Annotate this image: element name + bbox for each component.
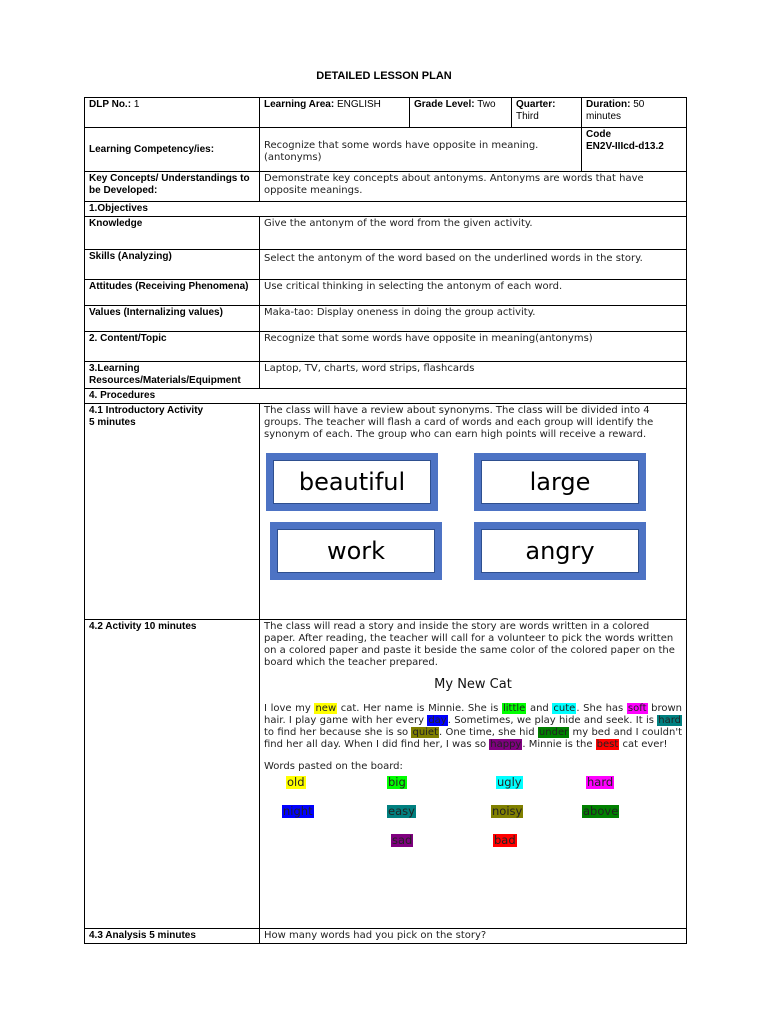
objectives-heading: 1.Objectives bbox=[85, 202, 687, 217]
skills-label: Skills (Analyzing) bbox=[85, 250, 260, 280]
content-label: 2. Content/Topic bbox=[85, 332, 260, 362]
learning-area-label: Learning Area: bbox=[264, 99, 335, 110]
story-title: My New Cat bbox=[434, 677, 512, 692]
highlighted-word: soft bbox=[627, 703, 647, 714]
story-fragment: . Sometimes, we play hide and seek. It is bbox=[447, 715, 658, 726]
flashcards bbox=[264, 441, 682, 591]
flashcard bbox=[270, 522, 442, 580]
duration-label: Duration: bbox=[586, 99, 631, 110]
procedures-heading: 4. Procedures bbox=[85, 389, 687, 404]
board-words bbox=[264, 773, 682, 863]
highlighted-word: new bbox=[315, 703, 337, 714]
values-value: Maka-tao: Display oneness in doing the group activity. bbox=[260, 306, 687, 332]
lesson-plan-table bbox=[84, 97, 687, 944]
analysis-label: 4.3 Analysis 5 minutes bbox=[85, 929, 260, 944]
flashcard bbox=[474, 522, 646, 580]
highlighted-word: quiet bbox=[412, 727, 439, 738]
highlighted-word: little bbox=[503, 703, 526, 714]
values-label: Values (Internalizing values) bbox=[85, 306, 260, 332]
story-fragment: . She has bbox=[576, 703, 627, 714]
story-fragment: . Minnie is the bbox=[522, 739, 596, 750]
content-value: Recognize that some words have opposite in meaning(antonyms) bbox=[260, 332, 687, 362]
story-fragment: . One time, she hid bbox=[439, 727, 538, 738]
learning-area-cell bbox=[260, 98, 410, 128]
quarter-cell bbox=[512, 98, 582, 128]
highlighted-word: day bbox=[428, 715, 447, 726]
story-fragment: my bed and I couldn't find her all day. When I did find her, I was so bbox=[264, 727, 682, 750]
intro-activity-time: 5 minutes bbox=[89, 417, 136, 428]
highlighted-word: best bbox=[596, 739, 619, 750]
competency-label: Learning Competency/ies: bbox=[85, 128, 260, 172]
board-word: night bbox=[283, 804, 313, 818]
story-fragment: cat. Her name is Minnie. She is bbox=[337, 703, 502, 714]
code-label: Code bbox=[586, 129, 611, 140]
flashcard-word: large bbox=[481, 460, 639, 504]
resources-value: Laptop, TV, charts, word strips, flashcards bbox=[260, 362, 687, 389]
attitudes-value: Use critical thinking in selecting the antonym of each word. bbox=[260, 280, 687, 306]
code-cell bbox=[582, 128, 687, 172]
highlighted-word: cute bbox=[553, 703, 576, 714]
story-fragment: to find her because she is so bbox=[264, 727, 412, 738]
board-title: Words pasted on the board: bbox=[264, 761, 403, 772]
flashcard-word: angry bbox=[481, 529, 639, 573]
duration-value: 50 minutes bbox=[586, 99, 645, 122]
resources-label: 3.Learning Resources/Materials/Equipment bbox=[85, 362, 260, 389]
document-title: DETAILED LESSON PLAN bbox=[316, 70, 452, 82]
flashcard-word: beautiful bbox=[273, 460, 431, 504]
learning-area-value: ENGLISH bbox=[336, 99, 381, 110]
story-text bbox=[264, 703, 682, 751]
board-word: sad bbox=[392, 833, 413, 847]
story-fragment: I love my bbox=[264, 703, 315, 714]
board-word: hard bbox=[587, 775, 614, 789]
duration-cell bbox=[582, 98, 687, 128]
flashcard bbox=[266, 453, 438, 511]
flashcard bbox=[474, 453, 646, 511]
knowledge-value: Give the antonym of the word from the given activity. bbox=[260, 217, 687, 250]
quarter-label: Quarter: bbox=[516, 99, 556, 110]
board-word: noisy bbox=[492, 804, 523, 818]
grade-level-label: Grade Level: bbox=[414, 99, 475, 110]
board-word: bad bbox=[494, 833, 516, 847]
activity-label: 4.2 Activity 10 minutes bbox=[85, 620, 260, 929]
quarter-value: Third bbox=[516, 111, 539, 122]
board-word: ugly bbox=[497, 775, 522, 789]
board-word: above bbox=[583, 804, 619, 818]
dlp-cell bbox=[85, 98, 260, 128]
board-word: easy bbox=[388, 804, 415, 818]
flashcard-word: work bbox=[277, 529, 435, 573]
story-fragment: and bbox=[526, 703, 553, 714]
highlighted-word: under bbox=[538, 727, 569, 738]
intro-activity-label: 4.1 Introductory Activity bbox=[89, 405, 204, 416]
story-fragment: brown hair. I play game with her every bbox=[264, 703, 682, 726]
intro-activity-text: The class will have a review about synonyms. The class will be divided into 4 groups. The teacher will flash a card of words and each group will identify the synonym of each. The group who can earn high points will receive a reward. bbox=[264, 405, 654, 440]
highlighted-word: hard bbox=[658, 715, 681, 726]
dlp-value: 1 bbox=[133, 99, 140, 110]
knowledge-label: Knowledge bbox=[85, 217, 260, 250]
activity-content bbox=[260, 620, 687, 929]
grade-level-value: Two bbox=[477, 99, 496, 110]
key-concepts-value: Demonstrate key concepts about antonyms. Antonyms are words that have opposite meanings. bbox=[260, 172, 687, 202]
grade-level-cell bbox=[410, 98, 512, 128]
intro-activity-content bbox=[260, 404, 687, 620]
competency-value: Recognize that some words have opposite in meaning. (antonyms) bbox=[260, 128, 582, 172]
board-word: old bbox=[287, 775, 305, 789]
board-word: big bbox=[388, 775, 406, 789]
key-concepts-label: Key Concepts/ Understandings to be Developed: bbox=[85, 172, 260, 202]
analysis-text: How many words had you pick on the story? bbox=[260, 929, 687, 944]
code-value: EN2V-IIIcd-d13.2 bbox=[586, 141, 664, 152]
highlighted-word: happy bbox=[490, 739, 522, 750]
dlp-label: DLP No.: bbox=[89, 99, 132, 110]
skills-value: Select the antonym of the word based on the underlined words in the story. bbox=[260, 250, 687, 280]
attitudes-label: Attitudes (Receiving Phenomena) bbox=[85, 280, 260, 306]
intro-activity-cell bbox=[85, 404, 260, 620]
story-fragment: cat ever! bbox=[619, 739, 668, 750]
activity-text: The class will read a story and inside the story are words written in a colored paper. After reading, the teacher will call for a volunteer to pick the words written on a colored paper and paste it beside the same color of the colored paper on the board which the teacher prepared. bbox=[264, 621, 675, 668]
